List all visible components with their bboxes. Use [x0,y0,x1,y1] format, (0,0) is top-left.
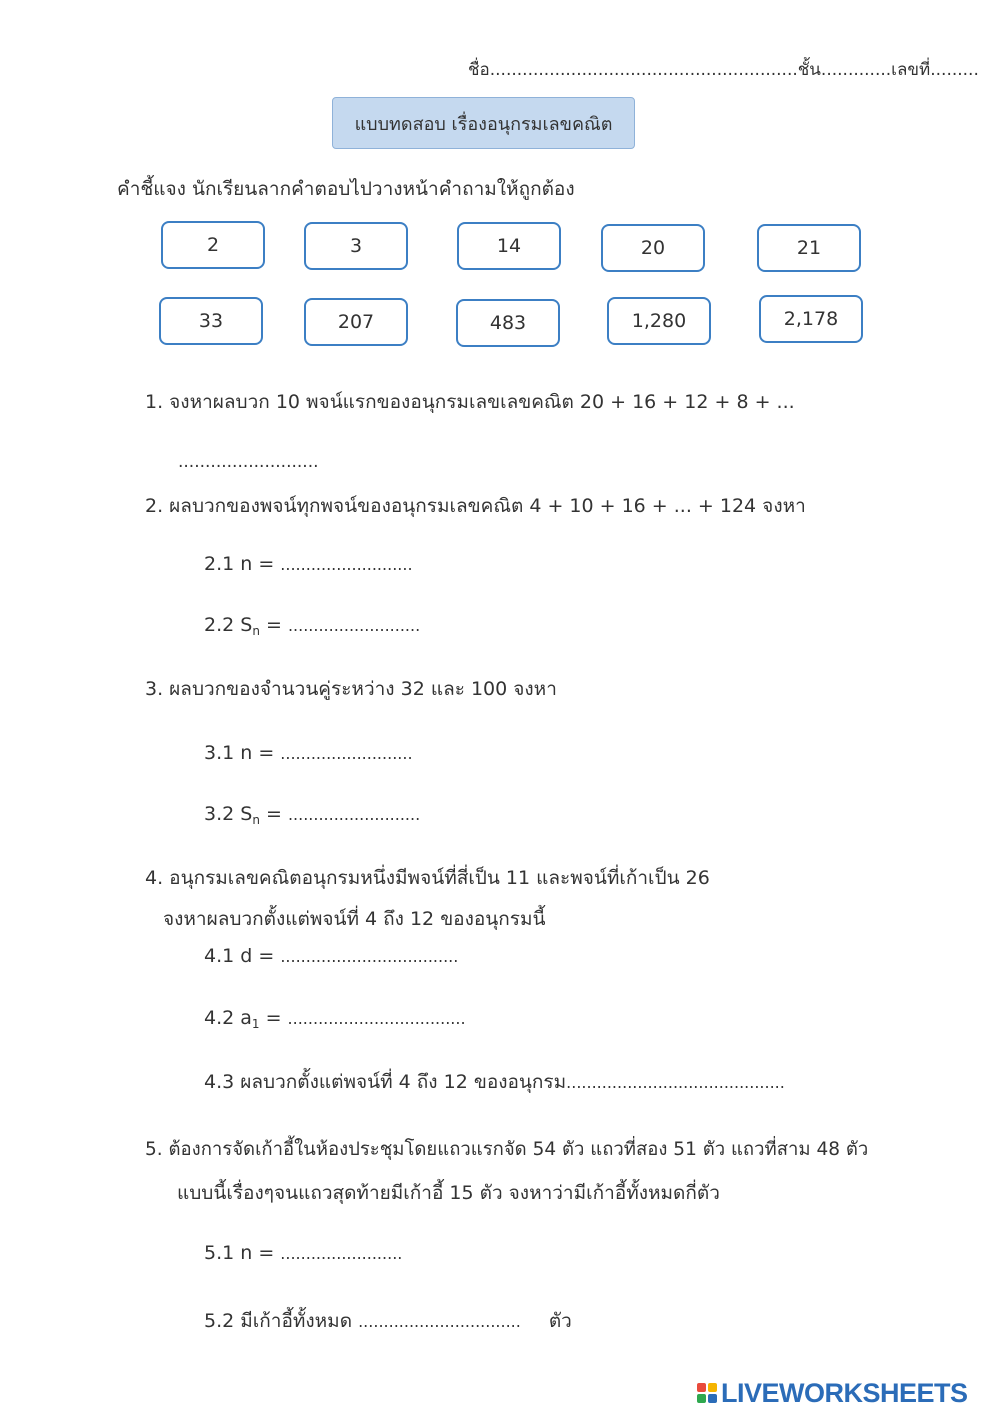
question-4-2-blank[interactable]: ................................... [287,1009,466,1028]
question-5-1-blank[interactable]: ........................ [280,1244,403,1263]
question-5-2-blank[interactable]: ................................ [358,1312,521,1331]
question-3-2-label: 3.2 S [204,803,253,825]
question-5-text-line2: แบบนี้เรื่องๆจนแถวสุดท้ายมีเก้าอี้ 15 ตัว จงหาว่ามีเก้าอี้ทั้งหมดกี่ตัว [177,1182,720,1204]
question-4-3 [204,1067,785,1097]
question-3-1-blank[interactable]: .......................... [280,744,413,763]
question-4-3-label: 4.3 ผลบวกตั้งแต่พจน์ที่ 4 ถึง 12 ของอนุกรม [204,1071,567,1093]
question-4-2-subscript: 1 [251,1017,260,1031]
liveworksheets-logo [697,1378,968,1408]
question-2-2-label: 2.2 S [204,614,253,636]
question-2-1-blank[interactable]: .......................... [280,555,413,574]
question-5-1-label: 5.1 n = [204,1242,281,1264]
question-3-2-subscript: n [252,813,260,827]
student-info-line: ชื่อ.........................................................ชั้น.............เลขที่......... [468,60,979,80]
question-2-2 [204,614,420,638]
answer-tile[interactable]: 33 [159,297,263,345]
answer-tile[interactable]: 20 [601,224,705,272]
question-2-1-label: 2.1 n = [204,553,281,575]
answer-tile[interactable]: 2,178 [759,295,863,343]
answer-tile[interactable]: 1,280 [607,297,711,345]
logo-mark-icon [697,1383,717,1403]
question-4-1 [204,945,458,967]
answer-tile[interactable]: 207 [304,298,408,346]
question-2-1 [204,553,413,575]
question-4-text-line2: จงหาผลบวกตั้งแต่พจน์ที่ 4 ถึง 12 ของอนุกรมนี้ [163,908,546,930]
question-3-2 [204,803,420,827]
question-2-text: 2. ผลบวกของพจน์ทุกพจน์ของอนุกรมเลขคณิต 4 + 10 + 16 + ... + 124 จงหา [145,495,806,517]
question-5-2-label: 5.2 มีเก้าอี้ทั้งหมด [204,1310,359,1332]
question-5-2 [204,1306,572,1336]
question-5-text-line1: 5. ต้องการจัดเก้าอี้ในห้องประชุมโดยแถวแรกจัด 54 ตัว แถวที่สอง 51 ตัว แถวที่สาม 48 ตัว [145,1139,869,1160]
answer-tile[interactable]: 483 [456,299,560,347]
worksheet-title-text: แบบทดสอบ เรื่องอนุกรมเลขคณิต [354,113,613,135]
instruction-text: คำชี้แจง นักเรียนลากคำตอบไปวางหน้าคำถามให้ถูกต้อง [117,178,575,200]
question-2-2-subscript: n [252,624,260,638]
question-3-2-equals: = [259,803,288,825]
question-5-2-unit: ตัว [548,1310,572,1332]
question-2-2-equals: = [259,614,288,636]
answer-tile[interactable]: 3 [304,222,408,270]
question-4-text-line1: 4. อนุกรมเลขคณิตอนุกรมหนึ่งมีพจน์ที่สี่เป็น 11 และพจน์ที่เก้าเป็น 26 [145,867,710,889]
answer-tile[interactable]: 2 [161,221,265,269]
question-5-1 [204,1242,402,1264]
question-4-2-label: 4.2 a [204,1007,252,1029]
question-3-1-label: 3.1 n = [204,742,281,764]
question-4-1-label: 4.1 d = [204,945,281,967]
logo-text: LIVEWORKSHEETS [721,1377,968,1408]
question-4-1-blank[interactable]: ................................... [280,947,459,966]
answer-tile[interactable]: 14 [457,222,561,270]
question-4-2-equals: = [259,1007,288,1029]
question-4-2 [204,1007,466,1031]
worksheet-title [332,97,635,149]
question-1-text: 1. จงหาผลบวก 10 พจน์แรกของอนุกรมเลขเลขคณิต 20 + 16 + 12 + 8 + ... [145,391,795,413]
question-2-2-blank[interactable]: .......................... [287,616,421,635]
question-3-2-blank[interactable]: .......................... [287,805,421,824]
answer-tile[interactable]: 21 [757,224,861,272]
question-1-blank[interactable]: .......................... [178,452,319,472]
question-3-text: 3. ผลบวกของจำนวนคู่ระหว่าง 32 และ 100 จงหา [145,678,557,700]
question-3-1 [204,742,413,764]
question-4-3-blank[interactable]: ........................................... [566,1073,785,1092]
